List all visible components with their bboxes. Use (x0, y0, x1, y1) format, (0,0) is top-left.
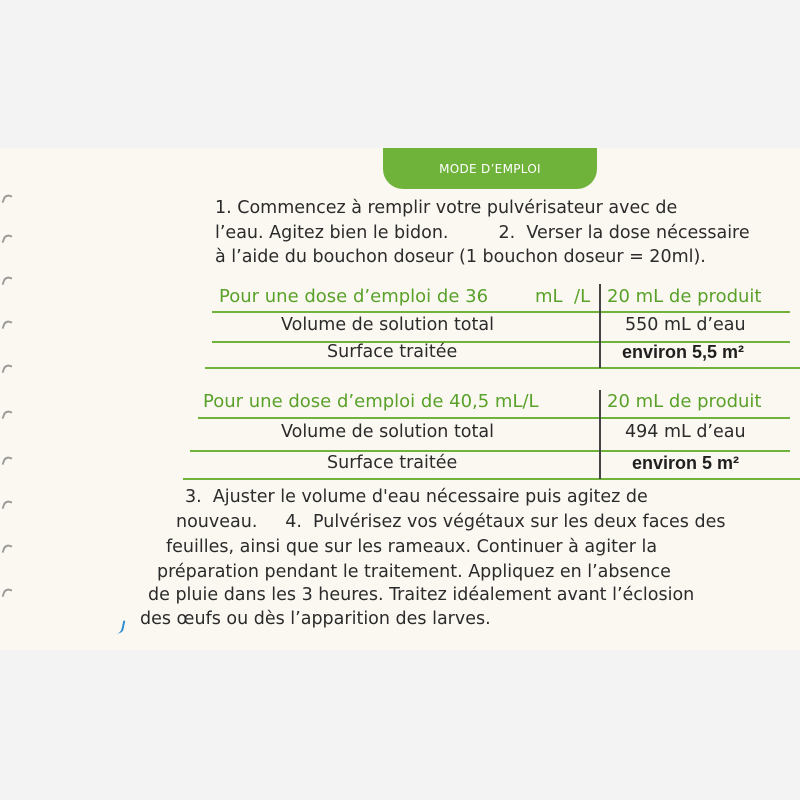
outro-line: de pluie dans les 3 heures. Traitez idéalement avant l’éclosion (148, 585, 695, 605)
table1-header-unit: mL /L (535, 286, 591, 307)
table1-header-dose: Pour une dose d’emploi de 36 (219, 286, 489, 307)
table2-row2-value: environ 5 m² (632, 453, 740, 473)
table1-rule (212, 311, 790, 313)
table2-rule (190, 450, 790, 452)
outro-line: des œufs ou dès l’apparition des larves. (140, 609, 491, 629)
outro-line: préparation pendant le traitement. Appliquez en l’absence (157, 562, 671, 582)
table1-divider (599, 284, 601, 368)
table2-divider (599, 390, 601, 479)
instructions-label (0, 148, 800, 650)
table2-header-product: 20 mL de produit (607, 391, 762, 412)
table1-row2-value: environ 5,5 m² (622, 342, 745, 362)
table2-rule (198, 417, 790, 419)
outro-line: 3. Ajuster le volume d'eau nécessaire puis agitez de (185, 487, 648, 507)
outro-line: nouveau. 4. Pulvérisez vos végétaux sur les deux faces des (176, 512, 726, 532)
table1-header-product: 20 mL de produit (607, 286, 762, 307)
table1-rule (205, 367, 800, 369)
intro-line: 1. Commencez à remplir votre pulvérisateur avec de (215, 198, 678, 218)
table2-header-dose: Pour une dose d’emploi de 40,5 mL/L (203, 391, 539, 412)
outro-line: feuilles, ainsi que sur les rameaux. Continuer à agiter la (166, 537, 658, 557)
table2-row1-label: Volume de solution total (281, 422, 494, 442)
table1-row1-label: Volume de solution total (281, 315, 494, 335)
table2-row1-value: 494 mL d’eau (625, 422, 746, 442)
table2-row2-label: Surface traitée (327, 453, 458, 473)
table2-rule (183, 478, 800, 480)
intro-line: l’eau. Agitez bien le bidon. 2. Verser la dose nécessaire (215, 223, 750, 243)
table1-row1-value: 550 mL d’eau (625, 315, 746, 335)
table1-row2-label: Surface traitée (327, 342, 458, 362)
section-title: MODE D’EMPLOI (439, 161, 541, 176)
section-title-badge (383, 148, 597, 189)
intro-line: à l’aide du bouchon doseur (1 bouchon doseur = 20ml). (215, 247, 706, 267)
